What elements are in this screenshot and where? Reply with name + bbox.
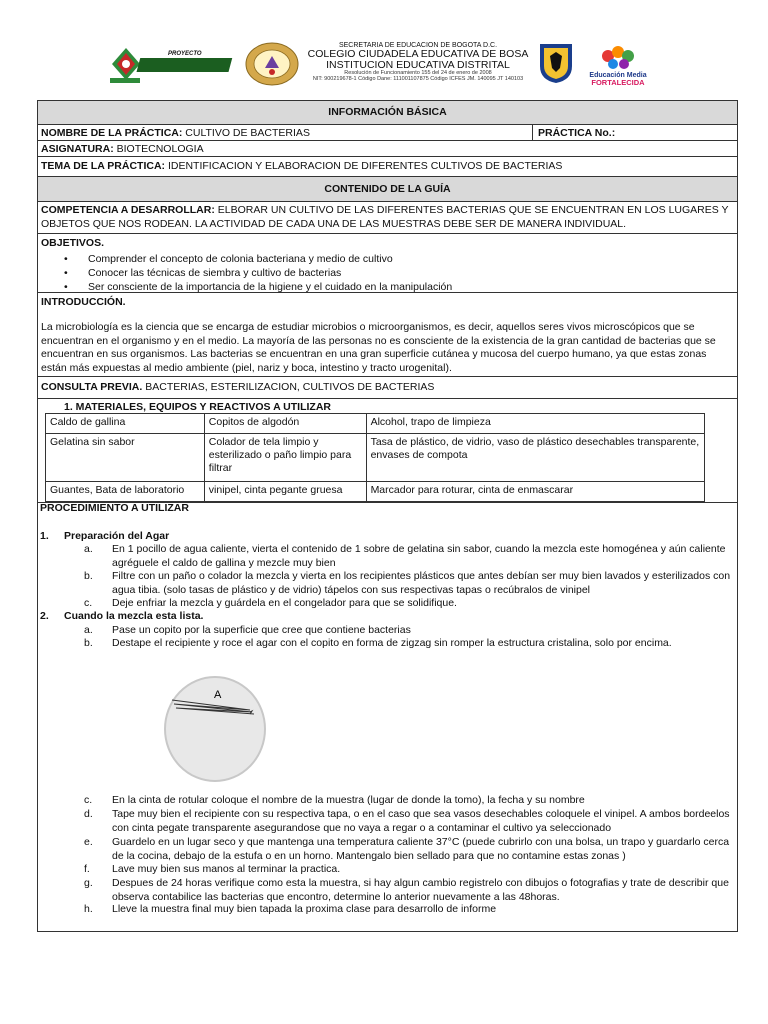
step-text: En 1 pocillo de agua caliente, vierta el contenido de 1 sobre de gelatina sin sabor, cuando la mezcla este homogénea y aún caliente agréguele el caldo de gallina y mezcle muy bien — [112, 543, 726, 569]
table-cell: Marcador para roturar, cinta de enmascarar — [366, 482, 704, 502]
objectives-label: OBJETIVOS. — [41, 237, 105, 249]
step-text: Deje enfriar la mezcla y guárdela en el congelador para que se solidifique. — [112, 597, 457, 609]
topic-label: TEMA DE LA PRÁCTICA: — [41, 160, 166, 172]
objectives-row — [38, 234, 737, 293]
basic-info-title: INFORMACIÓN BÁSICA — [328, 106, 447, 118]
school-name: COLEGIO CIUDADELA EDUCATIVA DE BOSA — [307, 48, 529, 61]
step-text: En la cinta de rotular coloque el nombre de la muestra (lugar de donde la tomo), la fecha y su nombre — [112, 794, 585, 806]
step-letter: a. — [84, 543, 93, 555]
resolution-line: Resolución de Funcionamiento 155 del 24 de enero de 2008 — [344, 70, 492, 77]
table-row — [46, 414, 705, 434]
table-cell: Caldo de gallina — [46, 414, 205, 434]
step-text: Despues de 24 horas verifique como esta la muestra, si hay algun cambio registrelo con dibujos o fotografias y trate de describir que observa contabilice las bacterias que encontro, determine lo anterior nuevamente a las 48horas. — [112, 877, 729, 903]
fortalecida-text: FORTALECIDA — [591, 78, 645, 86]
petri-dish-figure — [160, 674, 270, 784]
introduction-text: La microbiología es la ciencia que se encarga de estudiar microbios o microorganismos, es decir, aquellos seres vivos microscópicos que se encuentran en el organismo y en el medio. La mayoría de las personas no es consciente de la existencia de la gran cantidad de bacterias que se encuentran en sus organismos. Las bacterias se encuentran en una gran superficie cutánea y mucosa del cuerpo humano, ya que estas zonas están más expuestas al medio ambiente (piel, nariz y boca, intestino y tracto urogenital). — [41, 321, 716, 374]
table-cell: Tasa de plástico, de vidrio, vaso de plástico desechables transparente, envases de compota — [366, 434, 704, 482]
objectives-list — [38, 252, 737, 294]
proyecto-logo-text: PROYECTO — [168, 51, 202, 57]
secretaria-line: SECRETARIA DE EDUCACION DE BOGOTA D.C. — [338, 42, 498, 49]
competence-value: ELBORAR UN CULTIVO DE LAS DIFERENTES BACTERIAS QUE SE ENCUENTRAN EN LOS LUGARES Y OBJETOS QUE NOS RODEAN. LA ACTIVIDAD DE CADA UNA DE LAS MUESTRAS DEBE SER DE MANERA INDIVIDUAL. — [41, 204, 729, 230]
step-letter: h. — [84, 903, 93, 915]
proyecto-logo — [108, 44, 240, 84]
educacion-media-logo — [578, 42, 658, 86]
table-row — [46, 434, 705, 482]
subject-value: BIOTECNOLOGIA — [116, 143, 204, 155]
introduction-row — [38, 293, 737, 377]
bogota-shield — [538, 42, 574, 84]
basic-info-heading — [38, 101, 737, 125]
procedure-title: PROCEDIMIENTO A UTILIZAR — [40, 502, 189, 514]
step-letter: g. — [84, 877, 93, 889]
competence-label: COMPETENCIA A DESARROLLAR: — [41, 204, 215, 216]
objective-item: • Comprender el concepto de colonia bacteriana y medio de cultivo — [64, 252, 737, 266]
introduction-label: INTRODUCCIÓN. — [41, 296, 126, 308]
practice-name-value: CULTIVO DE BACTERIAS — [185, 127, 310, 139]
step-number: 2. — [40, 610, 49, 622]
procedure-section — [40, 502, 733, 932]
table-row — [46, 482, 705, 502]
subject-label: ASIGNATURA: — [41, 143, 114, 155]
practice-number-label: PRÁCTICA No.: — [538, 127, 616, 139]
step-text: Lave muy bien sus manos al terminar la practica. — [112, 863, 341, 875]
step-letter: b. — [84, 570, 93, 582]
practice-name-row — [38, 125, 737, 141]
consult-row — [38, 377, 737, 399]
step-text: Pase un copito por la superficie que cree que contiene bacterias — [112, 624, 411, 636]
institution-text — [300, 42, 536, 83]
step-letter: c. — [84, 794, 93, 806]
table-cell: Gelatina sin sabor — [46, 434, 205, 482]
guide-content-title: CONTENIDO DE LA GUÍA — [324, 183, 451, 195]
step-text: Lleve la muestra final muy bien tapada la proxima clase para desarrollo de informe — [112, 903, 497, 915]
table-cell: Colador de tela limpio y esterilizado o paño limpio para filtrar — [204, 434, 366, 482]
materials-table — [45, 413, 705, 502]
materials-label: 1. MATERIALES, EQUIPOS Y REACTIVOS A UTILIZAR — [64, 401, 332, 413]
step-text: Filtre con un paño o colador la mezcla y vierta en los recipientes plásticos que antes debían ser muy bien lavados y esterilizados con agua tibia. (solo tasas de plástico y de vidrio) tápelos con sus respectivas tapas o recúbralos de vinipel — [112, 570, 731, 596]
subject-row — [38, 141, 737, 157]
step-text: Tape muy bien el recipiente con su respectiva tapa, o en el caso que sea vasos desechables coloquele el vinipel. A ambos bordeelos con cinta pegate transparente asegurandose que no vaya a regar o a contaminar el cultivo ya seleccionado — [112, 808, 730, 834]
step-text: Guardelo en un lugar seco y que mantenga una temperatura caliente 37°C (puede cubrirlo con una bolsa, un trapo y guardarlo cerca de la cocina, debajo de la estufa o en un horno. Mantengalo bien sellado para que no contamine estas zonas ) — [112, 836, 730, 862]
step-letter: a. — [84, 624, 93, 636]
step-letter: c. — [84, 597, 93, 609]
step-number: 1. — [40, 530, 49, 542]
table-cell: Copitos de algodón — [204, 414, 366, 434]
step-title: Preparación del Agar — [64, 530, 170, 542]
consult-value: BACTERIAS, ESTERILIZACION, CULTIVOS DE BACTERIAS — [145, 381, 435, 393]
document-header — [0, 0, 768, 98]
educacion-media-text: Educación Media — [589, 72, 647, 79]
school-seal — [245, 42, 299, 86]
step-letter: b. — [84, 637, 93, 649]
guide-content-heading — [38, 177, 737, 202]
topic-value: IDENTIFICACION Y ELABORACION DE DIFERENTES CULTIVOS DE BACTERIAS — [167, 160, 563, 172]
objective-item: • Conocer las técnicas de siembra y cultivo de bacterias — [64, 266, 737, 280]
practice-name-label: NOMBRE DE LA PRÁCTICA: — [41, 127, 183, 139]
step-title: Cuando la mezcla esta lista. — [64, 610, 204, 622]
step-letter: f. — [84, 863, 90, 875]
competence-row — [38, 202, 737, 234]
step-text: Destape el recipiente y roce el agar con el copito en forma de zigzag sin romper la estructura cristalina, solo por encima. — [112, 637, 672, 649]
step-letter: e. — [84, 836, 93, 848]
step-letter: d. — [84, 808, 93, 820]
school-type: INSTITUCION EDUCATIVA DISTRITAL — [326, 59, 510, 72]
table-cell: vinipel, cinta pegante gruesa — [204, 482, 366, 502]
figure-label: A — [214, 689, 222, 701]
consult-label: CONSULTA PREVIA. — [41, 381, 143, 393]
codes-line: NIT: 900219678-1 Código Dane: 111001107875 Código ICFES JM. 140095 JT 140103 — [312, 76, 524, 83]
objective-item: • Ser consciente de la importancia de la higiene y el cuidado en la manipulación — [64, 280, 737, 294]
table-cell: Guantes, Bata de laboratorio — [46, 482, 205, 502]
topic-row — [38, 157, 737, 177]
table-cell: Alcohol, trapo de limpieza — [366, 414, 704, 434]
